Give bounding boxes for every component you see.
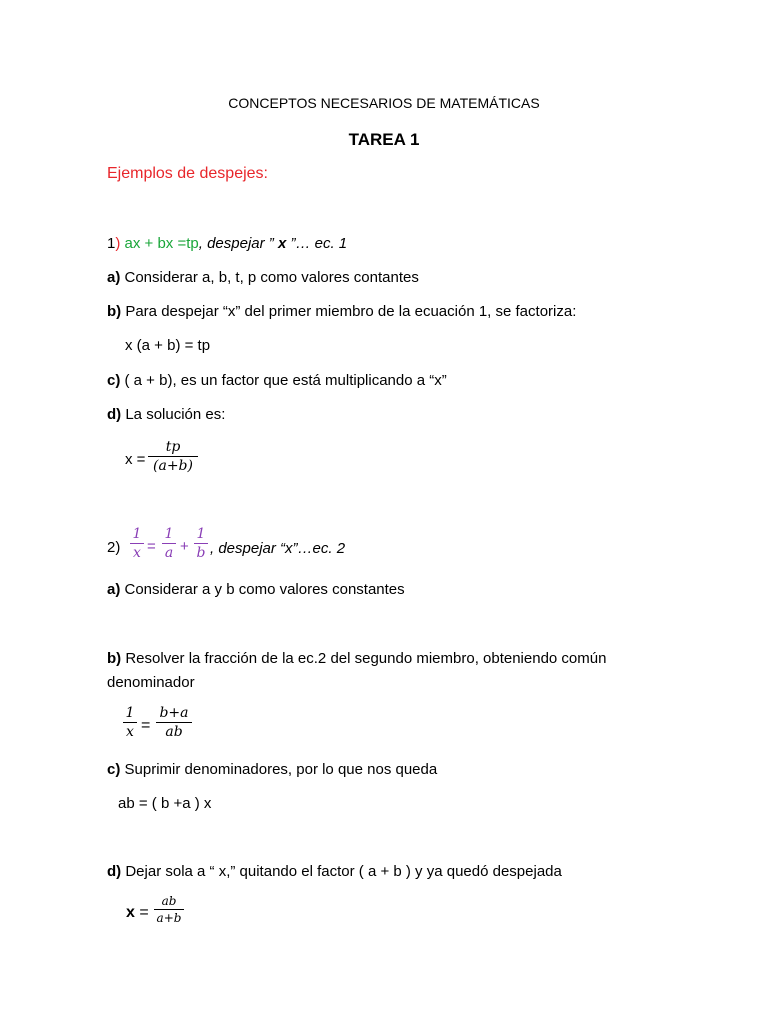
- fraction-denominator: ab: [165, 724, 183, 740]
- example-1-instruction-pre: despejar ”: [202, 235, 278, 252]
- example-1-step-a: [107, 270, 419, 285]
- fraction-denominator: a+b: [156, 911, 182, 925]
- fraction-numerator: 1: [196, 526, 206, 542]
- step-label: c): [107, 372, 121, 389]
- step-text: Dejar sola a “ x,” quitando el factor ( a + b ) y ya quedó despejada: [121, 863, 562, 880]
- solution-variable: x: [126, 904, 135, 921]
- step-text: ( a + b), es un factor que está multiplicando a “x”: [120, 372, 447, 389]
- step-label: c): [107, 761, 121, 778]
- example-2-step-b-fraction-1-over-x: [123, 706, 137, 739]
- example-2-equals-sign: =: [147, 538, 156, 555]
- example-2-step-b-fraction-common-denominator: [156, 706, 192, 739]
- step-text: Resolver la fracción de la ec.2 del segundo miembro, obteniendo común: [121, 650, 607, 667]
- example-1-instruction-post: ”… ec. 1: [286, 235, 348, 252]
- step-label: b): [107, 650, 122, 667]
- example-1-step-d: [107, 407, 225, 422]
- fraction-numerator: tp: [165, 439, 181, 455]
- fraction-numerator: b+a: [159, 705, 189, 721]
- document-subtitle: TAREA 1: [348, 130, 420, 149]
- example-2-step-d: [107, 864, 562, 879]
- step-label: b): [107, 303, 122, 320]
- fraction-denominator: (a+b): [153, 458, 193, 474]
- step-label: a): [107, 581, 121, 598]
- step-label: a): [107, 269, 121, 286]
- example-2-solution-fraction: [154, 895, 184, 924]
- fraction-numerator: 1: [125, 705, 135, 721]
- fraction-numerator: 1: [164, 526, 174, 542]
- fraction-denominator: x: [133, 545, 141, 561]
- example-2-fraction-1-over-b: [194, 527, 208, 560]
- fraction-denominator: b: [196, 545, 206, 561]
- example-1-factored-equation: x (a + b) = tp: [125, 337, 211, 354]
- example-2-step-b-equals-sign: =: [141, 717, 151, 734]
- step-text: Para despejar “x” del primer miembro de la ecuación 1, se factoriza:: [121, 303, 577, 320]
- example-2-step-b: [107, 651, 606, 666]
- step-label: d): [107, 863, 122, 880]
- example-1-step-c: [107, 373, 447, 388]
- step-text: Suprimir denominadores, por lo que nos queda: [120, 761, 438, 778]
- fraction-numerator: 1: [132, 526, 142, 542]
- fraction-bar: [154, 909, 184, 910]
- fraction-bar: [123, 722, 137, 723]
- example-1-solution-lhs: x =: [125, 451, 146, 468]
- example-2-step-c: [107, 762, 437, 777]
- example-2-solution-lhs: [126, 905, 149, 921]
- fraction-denominator: x: [126, 724, 134, 740]
- solution-equals: =: [134, 904, 149, 921]
- example-2-fraction-1-over-x: [130, 527, 144, 560]
- example-1-paren: ): [115, 235, 121, 252]
- step-text: Considerar a, b, t, p como valores contantes: [120, 269, 419, 286]
- example-2-step-c-equation: ab = ( b +a ) x: [118, 795, 212, 812]
- example-1-statement: [107, 236, 347, 251]
- document-title: CONCEPTOS NECESARIOS DE MATEMÁTICAS: [228, 95, 540, 111]
- example-1-variable: x: [277, 235, 287, 252]
- step-label: d): [107, 406, 122, 423]
- example-1-equation: ax + bx =tp: [124, 235, 199, 252]
- step-text: La solución es:: [121, 406, 226, 423]
- step-text: Considerar a y b como valores constantes: [120, 581, 405, 598]
- example-2-step-a: [107, 582, 405, 597]
- fraction-denominator: a: [164, 545, 174, 561]
- fraction-bar: [148, 456, 198, 457]
- example-1-solution-fraction: [148, 440, 198, 473]
- fraction-bar: [162, 543, 176, 544]
- example-2-instruction: , despejar “x”…ec. 2: [210, 540, 346, 557]
- fraction-bar: [130, 543, 144, 544]
- example-2-plus-sign: +: [180, 538, 189, 555]
- section-heading: Ejemplos de despejes:: [107, 165, 268, 182]
- example-2-fraction-1-over-a: [162, 527, 176, 560]
- example-1-number: 1: [107, 235, 116, 252]
- example-1-comma: ,: [198, 235, 203, 252]
- example-2-step-b-continuation: denominador: [107, 674, 195, 691]
- example-1-step-b: [107, 304, 576, 319]
- fraction-bar: [156, 722, 192, 723]
- fraction-numerator: ab: [161, 894, 177, 908]
- example-2-number: 2): [107, 539, 121, 556]
- fraction-bar: [194, 543, 208, 544]
